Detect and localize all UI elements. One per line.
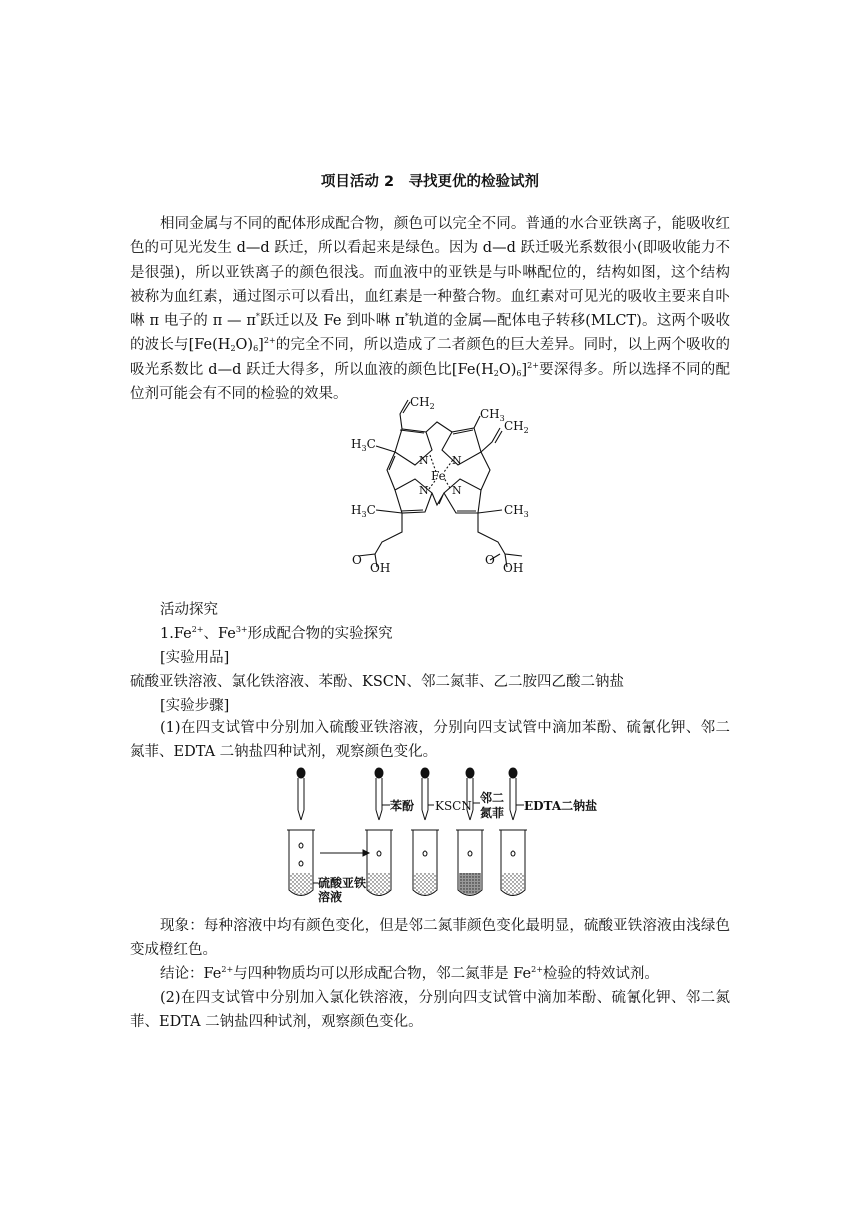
materials-heading: [实验用品]: [160, 650, 230, 666]
heme-structure-diagram: [340, 392, 555, 577]
conclusion-text-b: 与四种物质均可以形成配合物，邻二氮菲是 Fe: [233, 966, 532, 982]
vinyl-top-label: $CH_2$: [410, 395, 435, 411]
item1-text-b: 、Fe: [203, 626, 236, 642]
nitrogen-3: N: [419, 484, 429, 497]
intro-text-8: ]: [521, 361, 528, 378]
step-1-text: (1)在四支试管中分别加入硫酸亚铁溶液，分别向四支试管中滴加苯酚、硫氰化钾、邻二氮菲、EDTA 二钠盐四种试剂，观察颜色变化。: [130, 720, 730, 761]
reagent-phenol-label: 苯酚: [390, 799, 415, 813]
solution-label-top: 硫酸亚铁: [318, 876, 367, 890]
dropper-3: [421, 768, 434, 820]
methyl-top-label: $CH_3$: [480, 407, 505, 423]
steps-heading: [实验步骤]: [160, 698, 230, 714]
iron-label: Fe: [431, 469, 446, 483]
intro-text-2: 跃迁以及 Fe 到卟啉 π: [259, 313, 405, 330]
item1-sup-2: 3+: [235, 625, 248, 634]
sub-6: 6: [253, 344, 259, 354]
pi-star-2: *: [404, 312, 409, 322]
solution-label-bottom: 溶液: [318, 890, 343, 904]
charge-2plus-b: 2+: [527, 360, 539, 370]
intro-text-6: 的完全不同，所以造成了二者颜色的巨大差异。同时，以上两个吸收的吸光系数比 d—d 跃迁大得多，所以血液的颜色比[Fe(H: [130, 337, 730, 378]
conclusion-text-a: 结论：Fe: [160, 966, 222, 982]
conclusion-sup-1: 2+: [221, 965, 234, 974]
intro-text-4: O): [235, 337, 254, 354]
step-2-text: (2)在四支试管中分别加入氯化铁溶液，分别向四支试管中滴加苯酚、硫氰化钾、邻二氮菲、EDTA 二钠盐四种试剂，观察颜色变化。: [130, 990, 730, 1031]
conclusion-text: [160, 962, 760, 987]
methyl-left-top-label: $H_3C$: [351, 437, 376, 453]
sub-2b: 2: [493, 368, 499, 378]
dropper-5: [509, 768, 524, 820]
pi-star-1: *: [255, 312, 260, 322]
oxygen-left: O: [352, 553, 362, 567]
reagent-kscn-label: KSCN: [435, 799, 472, 813]
sub-2: 2: [230, 344, 236, 354]
charge-2plus: 2+: [263, 336, 276, 346]
item1-sup-1: 2+: [191, 625, 204, 634]
hydroxyl-right: OH: [503, 561, 524, 575]
nitrogen-2: N: [452, 454, 462, 467]
materials-list: 硫酸亚铁溶液、氯化铁溶液、苯酚、KSCN、邻二氮菲、乙二胺四乙酸二钠盐: [130, 674, 625, 690]
conclusion-text-c: 检验的特效试剂。: [542, 966, 659, 982]
reagent-phen-label-bottom: 氮菲: [480, 806, 505, 820]
reagent-phen-label-top: 邻二: [480, 791, 505, 805]
experiment-1-heading: [160, 622, 760, 647]
oxygen-right: O: [485, 553, 495, 567]
conclusion-sup-2: 2+: [531, 965, 543, 974]
test-tube-figure: [280, 765, 610, 905]
nitrogen-4: N: [452, 484, 462, 497]
activity-heading: 活动探究: [160, 602, 218, 618]
intro-text-1: 相同金属与不同的配体形成配合物，颜色可以完全不同。普通的水合亚铁离子，能吸收红色的可见光发生 d—d 跃迁，所以看起来是绿色。因为 d—d 跃迁吸光系数很小(即吸收能力不是很强)，所以亚铁离子的颜色很浅。而血液中的亚铁是与卟啉配位的，结构如图，这个结构被称为血红素，通过图示可以看出，血红素是一种螯合物。血红素对可见光的吸收主要来自卟啉 π 电子的 π — π: [130, 216, 730, 330]
intro-paragraph: [130, 212, 730, 406]
intro-text-5: ]: [258, 337, 264, 354]
sub-6b: 6: [516, 368, 522, 378]
nitrogen-1: N: [419, 454, 429, 467]
dropper-1: [297, 768, 305, 820]
methyl-right-label: $CH_3$: [504, 503, 529, 519]
intro-text-9: 要深得多。所以选择不同的配位剂可能会有不同的检验的效果。: [130, 361, 730, 403]
intro-text-3: 轨道的金属—配体电子转移(MLCT)。这两个吸收的波长与[Fe(H: [130, 313, 730, 354]
intro-text-7: O): [498, 361, 517, 378]
item1-text-c: 形成配合物的实验探究: [247, 626, 393, 642]
vinyl-right-label: $CH_2$: [504, 419, 529, 435]
methyl-left-bottom-label: $H_3C$: [351, 503, 376, 519]
reagent-edta-label: EDTA二钠盐: [524, 799, 598, 813]
dropper-2: [375, 768, 390, 820]
page-title: 项目活动 2 寻找更优的检验试剂: [320, 174, 540, 190]
hydroxyl-left: OH: [370, 561, 391, 575]
phenomenon-text: 现象：每种溶液中均有颜色变化，但是邻二氮菲颜色变化最明显，硫酸亚铁溶液由浅绿色变成橙红色。: [130, 918, 730, 959]
item1-text-a: 1.Fe: [160, 626, 192, 642]
